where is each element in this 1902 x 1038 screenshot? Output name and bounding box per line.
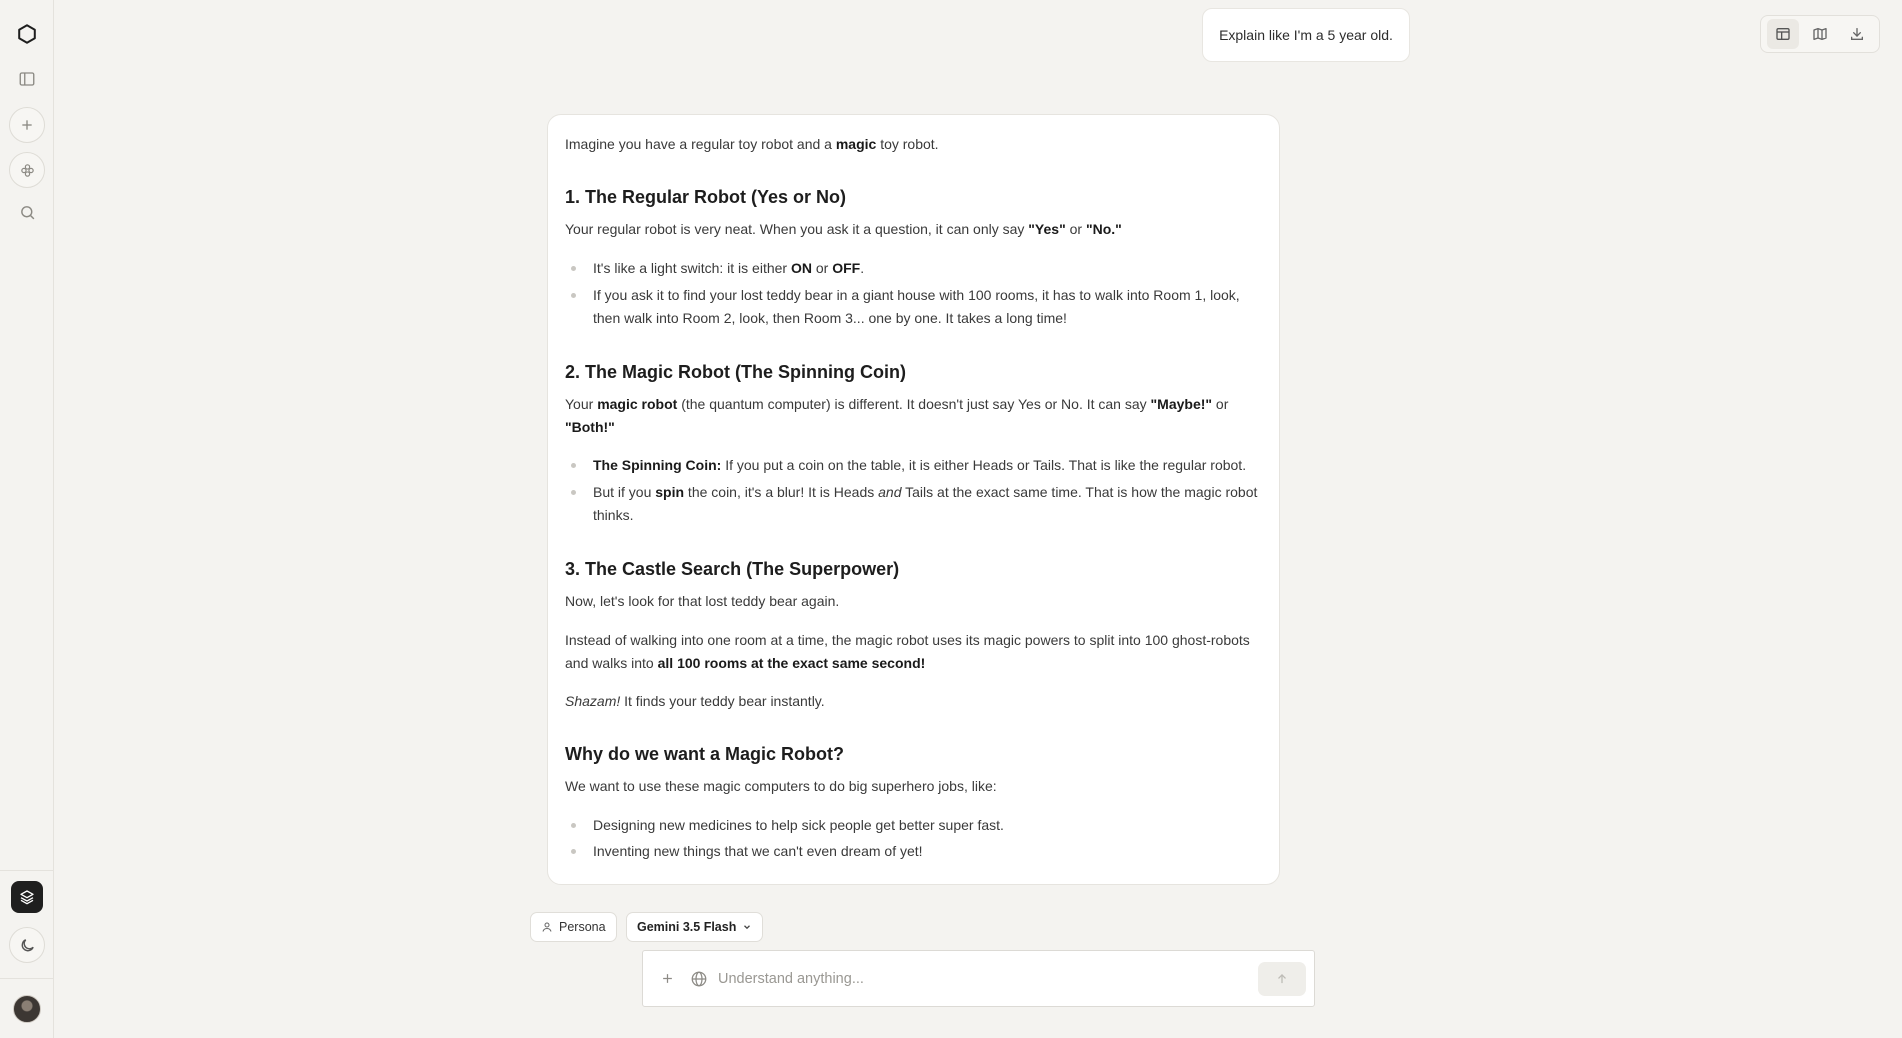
- section-paragraph: We want to use these magic computers to do big superhero jobs, like:: [565, 778, 997, 794]
- layout-button[interactable]: [1767, 19, 1799, 49]
- explore-button[interactable]: [9, 152, 45, 188]
- assistant-response-card: [547, 114, 1280, 885]
- persona-chip[interactable]: [530, 912, 617, 942]
- sidebar-divider: [0, 978, 54, 979]
- section-heading: 2. The Magic Robot (The Spinning Coin): [565, 362, 906, 382]
- bullet-dot: [571, 463, 576, 468]
- layers-button[interactable]: [11, 881, 43, 913]
- map-button[interactable]: [1804, 19, 1836, 49]
- model-label: Gemini 3.5 Flash: [637, 920, 737, 934]
- chevron-down-icon: [742, 922, 752, 932]
- download-button[interactable]: [1841, 19, 1873, 49]
- list-item: The Spinning Coin: If you put a coin on the table, it is either Heads or Tails. That is like the regular robot.: [593, 457, 1247, 473]
- new-chat-button[interactable]: [9, 107, 45, 143]
- section-paragraph: Now, let's look for that lost teddy bear again.: [565, 593, 840, 609]
- web-search-button[interactable]: [690, 970, 708, 988]
- section-heading: Why do we want a Magic Robot?: [565, 744, 844, 764]
- list-item: It's like a light switch: it is either ON or OFF.: [593, 260, 865, 276]
- moon-icon: [19, 937, 36, 954]
- message-input[interactable]: [718, 964, 1258, 994]
- list-item: Inventing new things that we can't even dream of yet!: [593, 843, 923, 859]
- message-composer: [642, 950, 1315, 1007]
- send-button[interactable]: [1258, 962, 1306, 996]
- section-paragraph: Your regular robot is very neat. When you ask it a question, it can only say "Yes" or "No.": [565, 221, 1122, 237]
- intro-paragraph: Imagine you have a regular toy robot and a magic toy robot.: [565, 136, 939, 152]
- theme-toggle-button[interactable]: [9, 927, 45, 963]
- bullet-dot: [571, 293, 576, 298]
- left-sidebar: [0, 0, 54, 1038]
- bullet-dot: [571, 823, 576, 828]
- persona-label: Persona: [559, 920, 606, 934]
- plus-icon: [19, 117, 35, 133]
- flower-icon: [19, 162, 36, 179]
- model-selector[interactable]: [626, 912, 763, 942]
- user-message-text: Explain like I'm a 5 year old.: [1219, 27, 1393, 43]
- map-icon: [1812, 26, 1828, 42]
- section-paragraph: Shazam! It finds your teddy bear instantly.: [565, 693, 825, 709]
- arrow-up-icon: [1275, 972, 1289, 986]
- top-toolbar: [1760, 15, 1880, 53]
- hexagon-logo-icon[interactable]: [9, 16, 45, 52]
- attach-button[interactable]: [660, 971, 675, 986]
- user-message-bubble: [1202, 8, 1410, 62]
- avatar[interactable]: [13, 995, 41, 1023]
- user-icon: [541, 921, 553, 933]
- section-paragraph: Instead of walking into one room at a time, the magic robot uses its magic powers to split into 100 ghost-robots and walks into all 100 rooms at the exact same second!: [565, 632, 1250, 671]
- list-item: If you ask it to find your lost teddy bear in a giant house with 100 rooms, it has to walk into Room 1, look, then walk into Room 2, look, then Room 3... one by one. It takes a long time!: [593, 287, 1240, 326]
- list-item: But if you spin the coin, it's a blur! It is Heads and Tails at the exact same time. That is how the magic robot thinks.: [593, 484, 1258, 523]
- list-item: Designing new medicines to help sick people get better super fast.: [593, 817, 1004, 833]
- download-icon: [1849, 26, 1865, 42]
- plus-icon: [660, 971, 675, 986]
- bullet-dot: [571, 849, 576, 854]
- layers-icon: [19, 889, 35, 905]
- bullet-dot: [571, 490, 576, 495]
- bullet-dot: [571, 266, 576, 271]
- search-icon[interactable]: [9, 194, 45, 230]
- section-heading: 1. The Regular Robot (Yes or No): [565, 187, 847, 207]
- section-heading: 3. The Castle Search (The Superpower): [565, 559, 900, 579]
- section-paragraph: Your magic robot (the quantum computer) is different. It doesn't just say Yes or No. It can say "Maybe!" or "Both!": [565, 396, 1229, 435]
- sidebar-toggle-icon[interactable]: [9, 61, 45, 97]
- sidebar-divider: [0, 870, 54, 871]
- layout-icon: [1775, 26, 1791, 42]
- globe-icon: [690, 970, 708, 988]
